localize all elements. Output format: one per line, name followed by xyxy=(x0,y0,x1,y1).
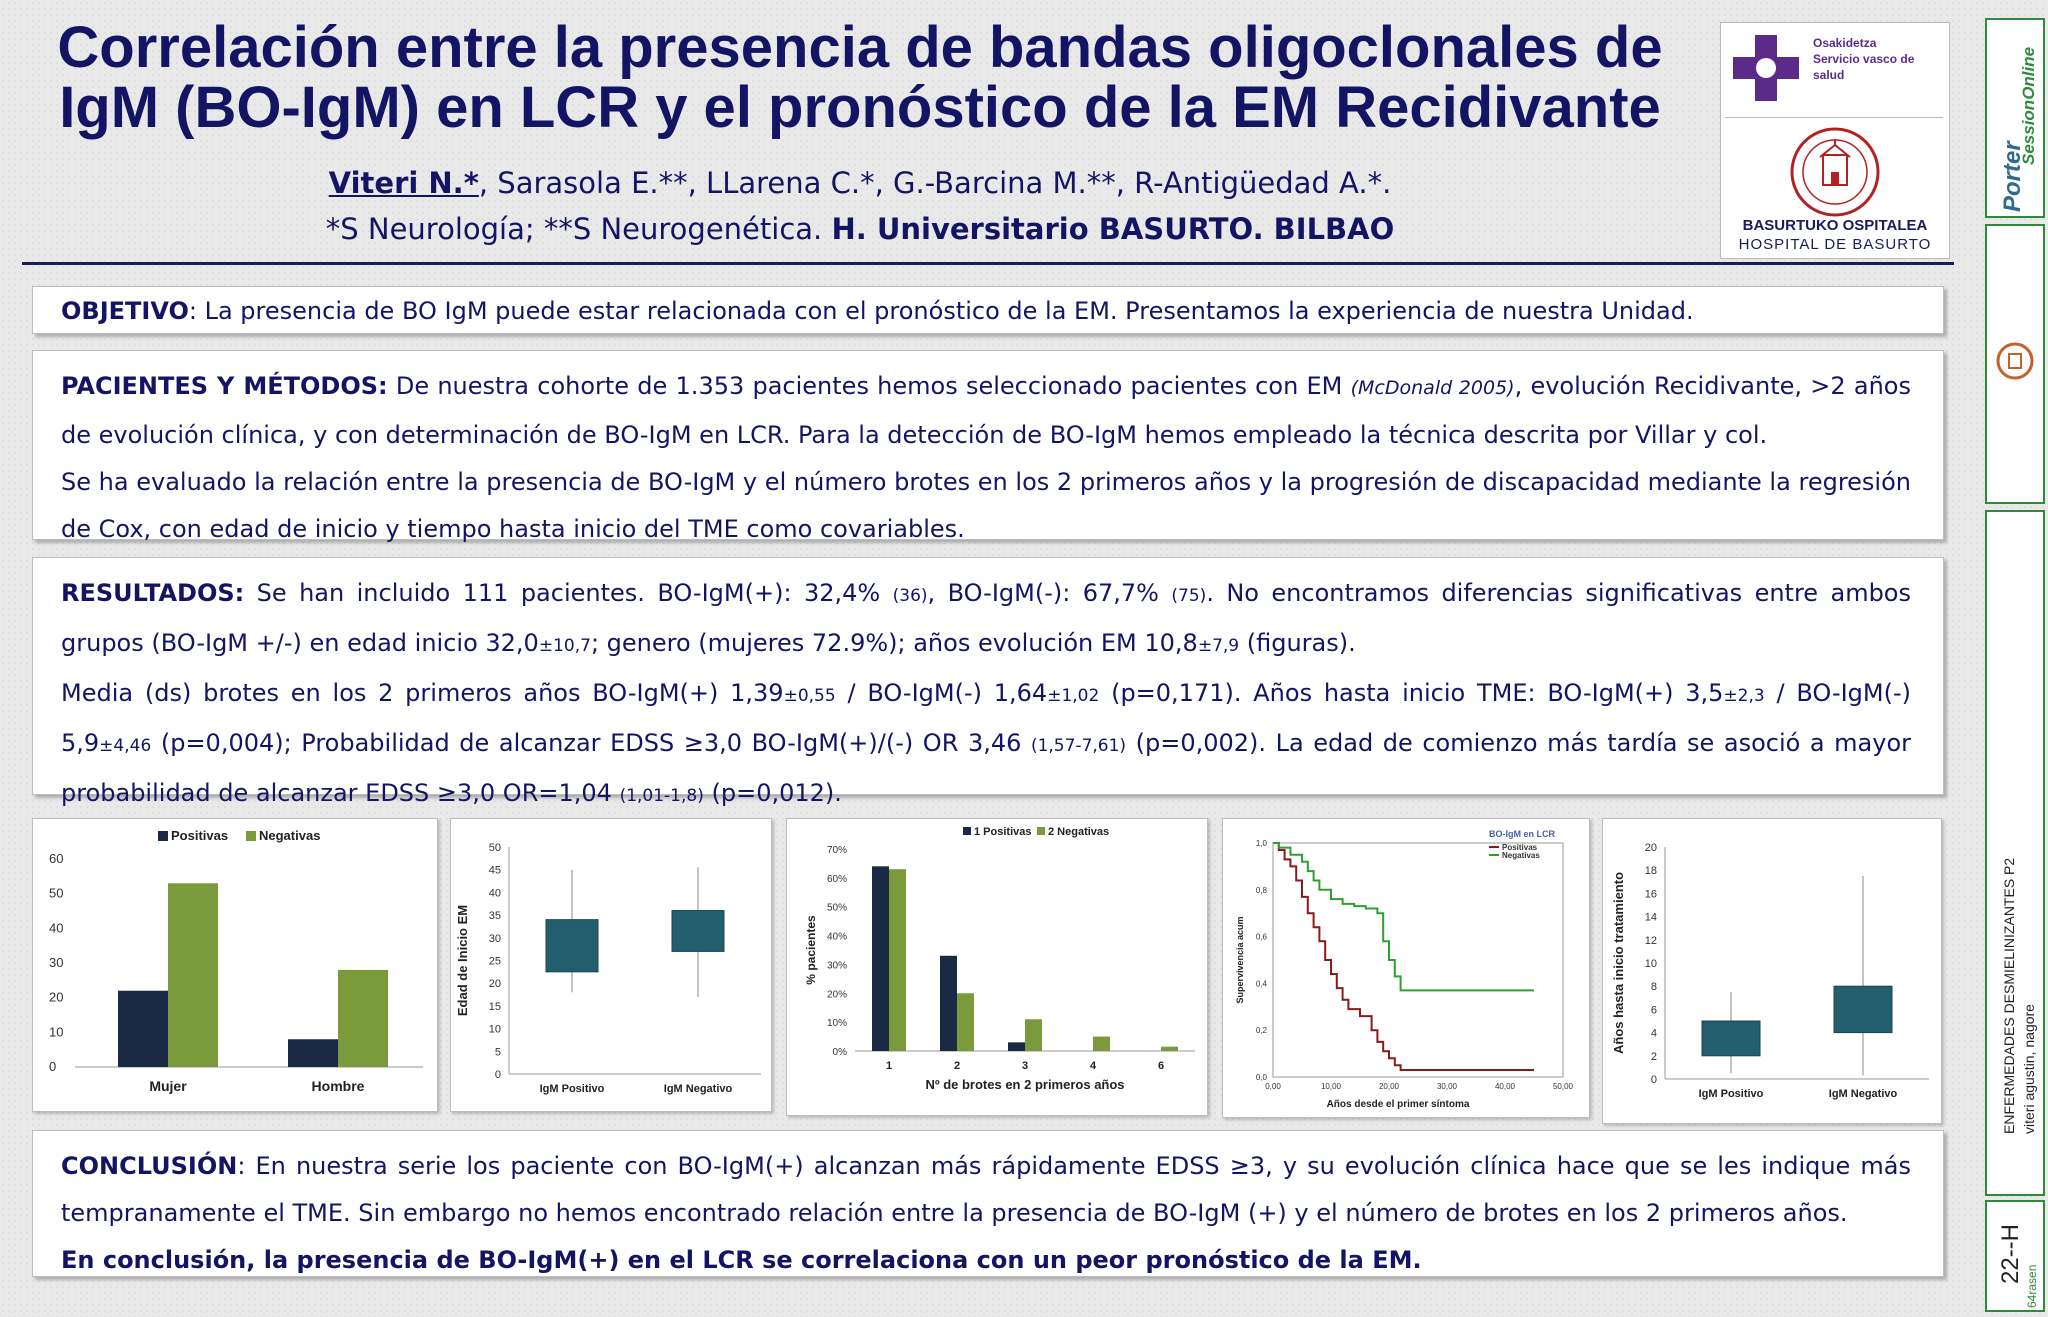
y-tick-label: 70% xyxy=(826,845,847,856)
bar-series-2 xyxy=(957,993,974,1051)
y-tick-label: 6 xyxy=(1650,1004,1657,1017)
y-tick-label: 0,0 xyxy=(1255,1073,1267,1082)
res-text: , BO-IgM(-): 67,7% xyxy=(927,579,1172,607)
figure-years-treatment xyxy=(1602,818,1942,1124)
res-text: (p=0,171). Años hasta inicio TME: BO-IgM(+) 3,5 xyxy=(1099,679,1724,707)
y-tick-label: 60 xyxy=(49,851,64,866)
osakidetza-subtitle: Servicio vasco de salud xyxy=(1813,52,1915,82)
box xyxy=(546,920,598,972)
figure-survival xyxy=(1222,818,1590,1118)
osakidetza-logo xyxy=(1725,27,1943,118)
brand-session: SessionOnline xyxy=(2019,46,2038,165)
res-sd: ±4,46 xyxy=(99,736,152,756)
category-label: ENFERMEDADES DESMIELINIZANTES P2 xyxy=(2001,857,2017,1134)
legend-swatch xyxy=(158,831,168,841)
osakidetza-text xyxy=(1813,35,1943,83)
res-text: Media (ds) brotes en los 2 primeros años BO-IgM(+) 1,39 xyxy=(61,679,784,707)
hospital-seal-icon xyxy=(1775,127,1895,217)
resultados-heading: RESULTADOS: xyxy=(61,579,245,607)
x-tick-label: 3 xyxy=(1021,1060,1029,1072)
x-tick-label: 20,00 xyxy=(1378,1082,1400,1091)
logos-panel xyxy=(1720,22,1950,259)
figure-age-onset xyxy=(450,818,772,1112)
title-divider xyxy=(22,262,1954,265)
y-tick-label: 30% xyxy=(826,960,847,972)
res-ci: (1,57-7,61) xyxy=(1030,736,1127,756)
y-axis-label: Supervivencia acum xyxy=(1235,916,1245,1004)
x-tick-label: IgM Positivo xyxy=(1698,1088,1764,1100)
affiliation-line xyxy=(20,206,1700,252)
bar-series-2 xyxy=(1025,1019,1042,1051)
affiliation-departments: *S Neurología; **S Neurogenética. xyxy=(325,212,832,246)
box xyxy=(1702,1021,1760,1056)
res-ci: (1,01-1,8) xyxy=(619,786,704,806)
y-tick-label: 25 xyxy=(488,955,501,968)
y-tick-label: 0,4 xyxy=(1255,979,1267,989)
bar-series-2 xyxy=(889,869,906,1051)
title-line-2: IgM (BO-IgM) en LCR y el pronóstico de la EM Recidivante xyxy=(59,75,1661,140)
bar-negativas xyxy=(338,970,388,1067)
res-sd: ±0,55 xyxy=(783,686,836,706)
km-curve-negativas xyxy=(1273,843,1534,990)
small-seal-icon xyxy=(1995,336,2035,386)
y-tick-label: 45 xyxy=(488,864,501,877)
box xyxy=(672,911,724,952)
y-tick-label: 30 xyxy=(488,932,501,945)
poster-small-code: 64rasen xyxy=(2025,1264,2039,1308)
x-tick-label: 1 xyxy=(885,1060,893,1072)
legend-label: Positivas xyxy=(171,828,229,843)
legend-label: 1 Positivas xyxy=(974,826,1032,838)
bar-positivas xyxy=(118,991,168,1067)
y-tick-label: 1,0 xyxy=(1255,839,1267,848)
hospital-name-basque: BASURTUKO OSPITALEA xyxy=(1742,217,1928,234)
y-axis-label: Años hasta inicio tratamiento xyxy=(1611,871,1626,1055)
metodos-citation: (McDonald 2005) xyxy=(1350,377,1515,399)
res-count: (75) xyxy=(1171,586,1207,606)
metodos-text-2: , evolución Recidivante, >2 años de evolución clínica, y con determinación de BO-IgM en LCR. Para la detección de BO-IgM hemos empleado la técnica descrita por Villar y col. xyxy=(61,372,1911,449)
res-text: (p=0,004); Probabilidad de alcanzar EDSS ≥3,0 BO-IgM(+)/(-) OR 3,46 xyxy=(151,729,1031,757)
x-tick-label: 6 xyxy=(1157,1060,1165,1072)
y-tick-label: 0,2 xyxy=(1255,1026,1267,1036)
bar-series-1 xyxy=(1008,1042,1025,1051)
x-axis-label: Nº de brotes en 2 primeros años xyxy=(925,1077,1125,1092)
y-tick-label: 8 xyxy=(1650,981,1657,994)
y-axis-label: Edad de Inicio EM xyxy=(455,904,470,1017)
figure-relapses xyxy=(786,818,1208,1116)
x-tick-label: IgM Negativo xyxy=(663,1083,733,1095)
res-text: (figuras). xyxy=(1239,629,1356,657)
km-curve-positivas xyxy=(1273,843,1534,1070)
bar-negativas xyxy=(168,883,218,1067)
y-tick-label: 30 xyxy=(49,955,64,970)
y-tick-label: 35 xyxy=(488,910,501,923)
brand-porter: Porter xyxy=(1999,141,2026,212)
y-tick-label: 12 xyxy=(1644,934,1657,947)
y-tick-label: 16 xyxy=(1644,888,1657,901)
res-sd: ±7,9 xyxy=(1197,636,1240,656)
x-tick-label: IgM Negativo xyxy=(1828,1088,1898,1100)
res-text: . No encontramos diferencias significativas entre ambos grupos (BO-IgM +/-) en edad inicio 32,0 xyxy=(61,579,1911,657)
res-text: (p=0,012). xyxy=(703,779,842,807)
hospital-name-spanish: HOSPITAL DE BASURTO xyxy=(1738,236,1932,253)
y-tick-label: 0 xyxy=(49,1059,57,1074)
x-tick-label: 30,00 xyxy=(1436,1082,1458,1091)
metodos-text-1: De nuestra cohorte de 1.353 pacientes hemos seleccionado pacientes con EM xyxy=(387,372,1351,400)
y-tick-label: 20% xyxy=(826,989,847,1001)
y-tick-label: 14 xyxy=(1644,911,1657,924)
conclusion-statement: En conclusión, la presencia de BO-IgM(+) en el LCR se correlaciona con un peor pronóstico de la EM. xyxy=(61,1246,1422,1274)
osakidetza-name: Osakidetza xyxy=(1813,36,1877,50)
y-tick-label: 60% xyxy=(826,873,847,885)
res-text: ; genero (mujeres 72.9%); años evolución EM 10,8 xyxy=(590,629,1198,657)
legend-swatch xyxy=(1037,827,1045,835)
affiliation-hospital: H. Universitario BASURTO. BILBAO xyxy=(831,212,1395,246)
bar-positivas xyxy=(288,1039,338,1067)
res-sd: ±10,7 xyxy=(538,636,591,656)
y-tick-label: 18 xyxy=(1644,865,1657,878)
x-tick-label: Hombre xyxy=(311,1078,365,1094)
y-tick-label: 20 xyxy=(49,989,64,1005)
x-tick-label: 4 xyxy=(1089,1060,1097,1072)
sidebar-category xyxy=(1985,510,2045,1196)
legend-label: Negativas xyxy=(1502,851,1540,860)
osakidetza-cross-icon xyxy=(1725,27,1805,107)
legend-label: Positivas xyxy=(1502,843,1538,852)
y-tick-label: 40% xyxy=(826,931,847,943)
legend-swatch xyxy=(963,827,971,835)
figure-gender xyxy=(32,818,438,1112)
legend-title: BO-IgM en LCR xyxy=(1489,829,1555,839)
y-tick-label: 0,8 xyxy=(1255,885,1267,895)
sidebar-code xyxy=(1985,1200,2045,1312)
sidebar-seal xyxy=(1985,224,2045,504)
bar-series-2 xyxy=(1161,1047,1178,1051)
lead-author: Viteri N.* xyxy=(328,166,479,200)
y-tick-label: 0% xyxy=(832,1047,847,1058)
y-tick-label: 4 xyxy=(1650,1027,1657,1040)
res-text: / BO-IgM(-) 5,9 xyxy=(61,679,1912,757)
objetivo-section xyxy=(32,286,1944,334)
coauthors: , Sarasola E.**, LLarena C.*, G.-Barcina M.**, R-Antigüedad A.*. xyxy=(478,166,1392,200)
title-line-1: Correlación entre la presencia de bandas oligoclonales de xyxy=(57,15,1663,80)
poster-code: 22--H xyxy=(1997,1223,2024,1284)
y-tick-label: 50% xyxy=(826,902,847,914)
y-tick-label: 10 xyxy=(1644,958,1657,970)
poster-title xyxy=(20,15,1700,140)
x-tick-label: 2 xyxy=(953,1060,961,1072)
y-tick-label: 20 xyxy=(1644,842,1657,854)
authors-block xyxy=(20,160,1700,252)
y-tick-label: 10% xyxy=(826,1018,847,1030)
y-tick-label: 40 xyxy=(49,920,64,936)
bar-series-2 xyxy=(1093,1037,1110,1051)
y-tick-label: 40 xyxy=(488,887,501,900)
y-axis-label: % pacientes xyxy=(804,915,818,985)
box xyxy=(1834,986,1892,1032)
res-sd: ±1,02 xyxy=(1047,686,1100,706)
objetivo-heading: OBJETIVO xyxy=(61,297,189,325)
y-tick-label: 5 xyxy=(494,1046,501,1059)
resultados-section xyxy=(32,557,1944,807)
author-label: viteri agustin, nagore xyxy=(2021,1004,2037,1134)
x-tick-label: 0,00 xyxy=(1265,1082,1281,1091)
y-tick-label: 20 xyxy=(488,978,501,991)
x-tick-label: Mujer xyxy=(149,1078,187,1094)
y-tick-label: 0,6 xyxy=(1255,932,1267,942)
y-tick-label: 15 xyxy=(488,1000,501,1013)
plot-frame xyxy=(1273,843,1563,1077)
legend-label: 2 Negativas xyxy=(1048,826,1110,838)
legend-swatch xyxy=(246,831,256,841)
x-tick-label: 50,00 xyxy=(1552,1082,1574,1091)
y-tick-label: 2 xyxy=(1650,1050,1657,1063)
y-tick-label: 0 xyxy=(494,1069,501,1081)
y-tick-label: 0 xyxy=(1650,1074,1657,1086)
x-axis-label: Años desde el primer síntoma xyxy=(1326,1099,1470,1110)
x-tick-label: 10,00 xyxy=(1320,1082,1342,1091)
bar-series-1 xyxy=(872,866,889,1051)
legend-label: Negativas xyxy=(259,828,321,843)
res-count: (36) xyxy=(892,586,928,606)
conclusion-text: : En nuestra serie los paciente con BO-IgM(+) alcanzan más rápidamente EDSS ≥3, y su evolución clínica hace que se les indique más tempranamente el TME. Sin embargo no hemos encontrado relación entre la presencia de BO-IgM (+) y el número de brotes en los 2 primeros años. xyxy=(61,1152,1911,1227)
author-line xyxy=(20,160,1700,206)
sidebar-brand xyxy=(1985,18,2045,218)
x-tick-label: 40,00 xyxy=(1494,1082,1516,1091)
y-tick-label: 10 xyxy=(49,1024,64,1040)
bar-series-1 xyxy=(940,956,957,1051)
metodos-text-3: Se ha evaluado la relación entre la presencia de BO-IgM y el número brotes en los 2 primeros años y la progresión de discapacidad mediante la regresión de Cox, con edad de inicio y tiempo hasta inicio del TME como covariables. xyxy=(61,468,1911,543)
metodos-section xyxy=(32,350,1944,543)
res-text: Se han incluido 111 pacientes. BO-IgM(+): 32,4% xyxy=(244,579,893,607)
objetivo-text: : La presencia de BO IgM puede estar relacionada con el pronóstico de la EM. Presentamos la experiencia de nuestra Unidad. xyxy=(188,297,1694,325)
conclusion-section xyxy=(32,1130,1944,1277)
metodos-heading: PACIENTES Y MÉTODOS: xyxy=(61,372,388,400)
res-text: / BO-IgM(-) 1,64 xyxy=(835,679,1048,707)
res-sd: ±2,3 xyxy=(1723,686,1765,706)
res-text: (p=0,002). La edad de comienzo más tardía se asoció a mayor probabilidad de alcanzar EDSS ≥3,0 OR=1,04 xyxy=(61,729,1911,807)
y-tick-label: 50 xyxy=(488,842,501,854)
y-tick-label: 50 xyxy=(49,885,64,901)
x-tick-label: IgM Positivo xyxy=(539,1083,605,1095)
y-tick-label: 10 xyxy=(488,1023,501,1036)
conclusion-heading: CONCLUSIÓN xyxy=(61,1152,238,1180)
